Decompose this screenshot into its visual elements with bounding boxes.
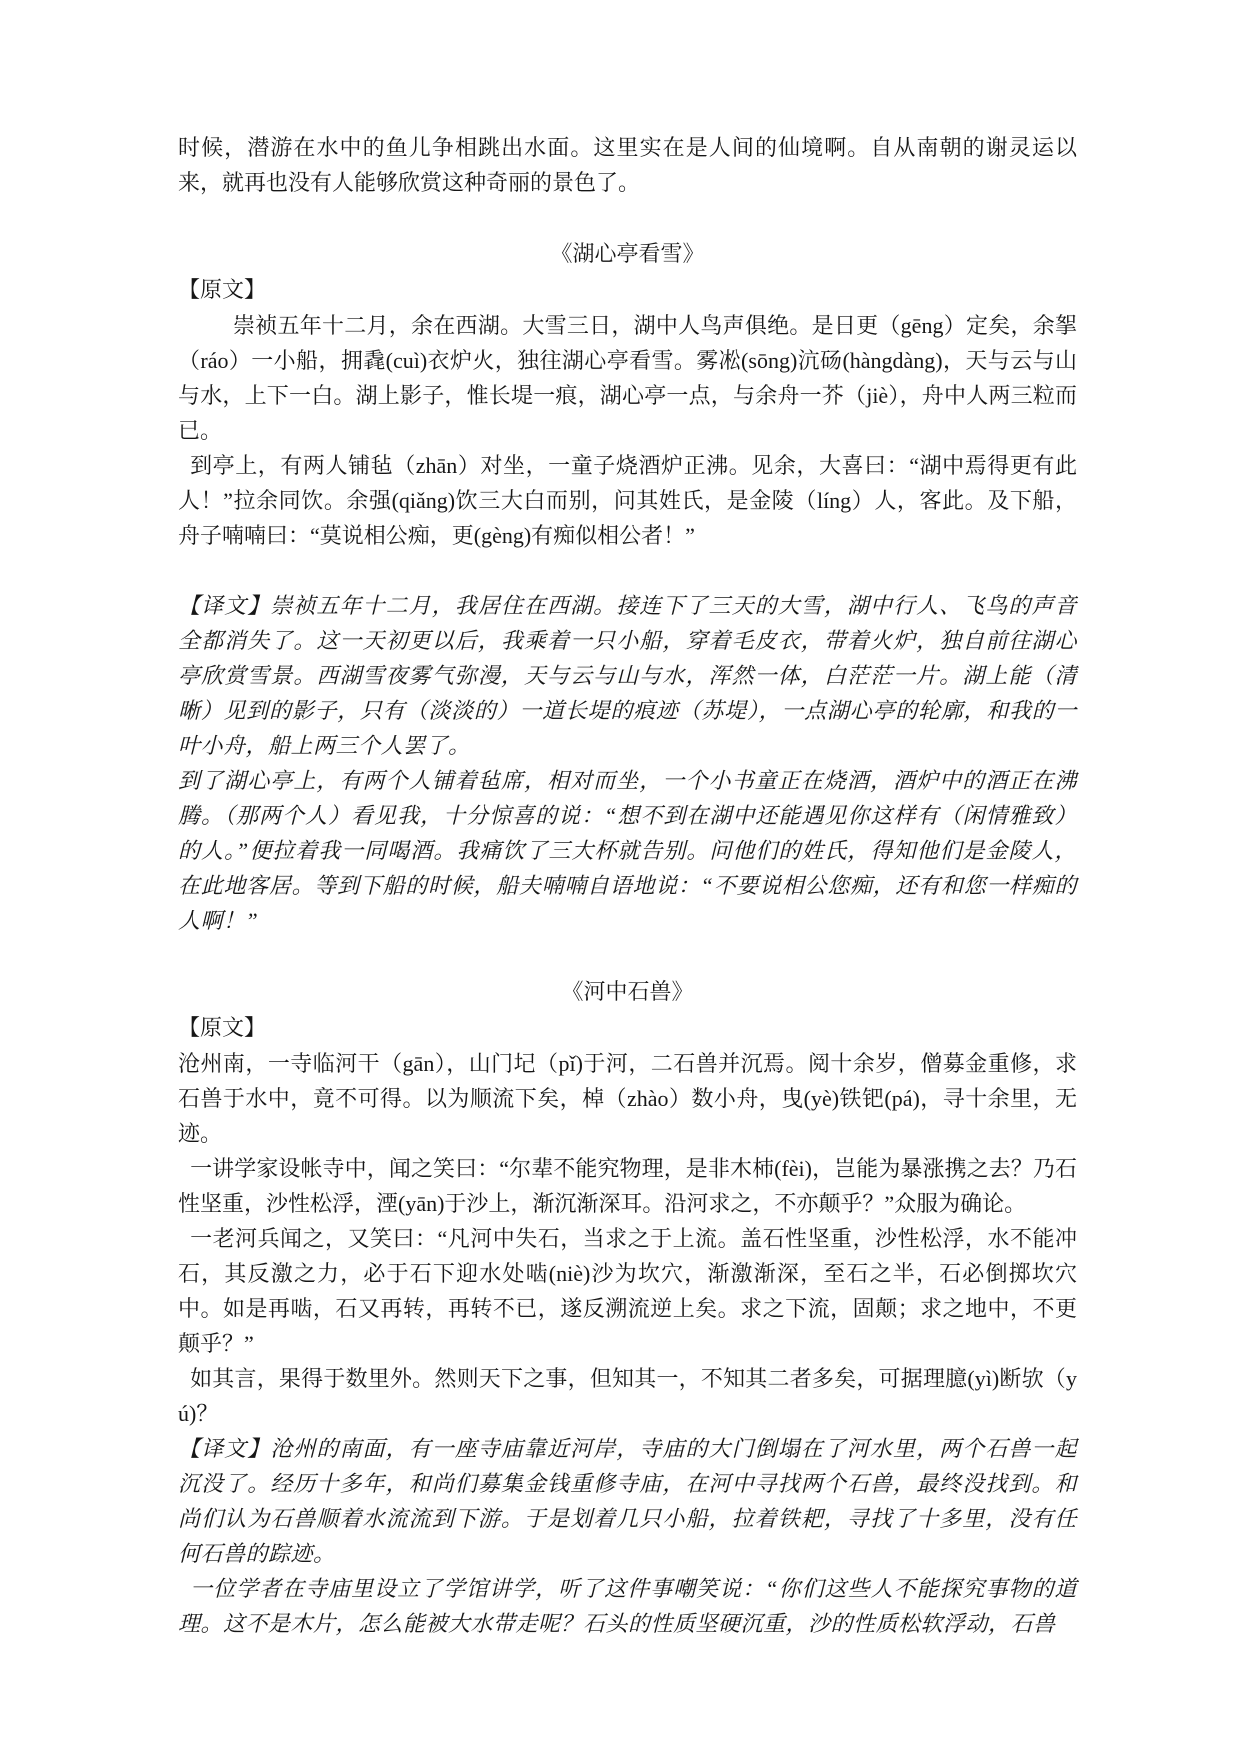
- section2-translation-text-1: 沧州的南面，有一座寺庙靠近河岸，寺庙的大门倒塌在了河水里，两个石兽一起沉没了。经历十多年，和尚们募集金钱重修寺庙，在河中寻找两个石兽，最终没找到。和尚们认为石兽顺着水流流到下游。于是划着几只小船，拉着铁耙，寻找了十多里，没有任何石兽的踪迹。: [178, 1436, 1077, 1566]
- section2-translation-label: 【译文】: [178, 1436, 271, 1461]
- section1-title: 《湖心亭看雪》: [550, 241, 705, 266]
- section2-translation-paragraph-2: 一位学者在寺庙里设立了学馆讲学，听了这件事嘲笑说：“你们这些人不能探究事物的道理。这不是木片，怎么能被大水带走呢？石头的性质坚硬沉重，沙的性质松软浮动，石兽: [178, 1576, 1077, 1636]
- section2-original-paragraph-1: 沧州南，一寺临河干（gān），山门圮（pǐ)于河，二石兽并沉焉。阅十余岁，僧募金重修，求石兽于水中，竟不可得。以为顺流下矣，棹（zhào）数小舟，曳(yè)铁钯(pá)，寻十余里，无迹。: [178, 1051, 1077, 1146]
- section1-translation-paragraph-1: [178, 588, 1077, 763]
- section2-title: 《河中石兽》: [561, 979, 694, 1004]
- section2-original-paragraph-3: 一老河兵闻之，又笑曰：“凡河中失石，当求之于上流。盖石性坚重，沙性松浮，水不能冲石，其反激之力，必于石下迎水处啮(niè)沙为坎穴，渐激渐深，至石之半，石必倒掷坎穴中。如是再啮，石又再转，再转不已，遂反溯流逆上矣。求之下流，固颠；求之地中，不更颠乎？”: [178, 1226, 1077, 1356]
- section1-original-paragraph-1: 崇祯五年十二月，余在西湖。大雪三日，湖中人鸟声俱绝。是日更（gēng）定矣，余挐（ráo）一小船，拥毳(cuì)衣炉火，独往湖心亭看雪。雾凇(sōng)沆砀(hàngdàng)，天与云与山与水，上下一白。湖上影子，惟长堤一痕，湖心亭一点，与余舟一芥（jiè），舟中人两三粒而已。: [178, 313, 1077, 443]
- section2-original-label: 【原文】: [178, 1015, 267, 1040]
- section1-translation-text-1: 崇祯五年十二月，我居住在西湖。接连下了三天的大雪，湖中行人、飞鸟的声音全都消失了。这一天初更以后，我乘着一只小船，穿着毛皮衣，带着火炉，独自前往湖心亭欣赏雪景。西湖雪夜雾气弥漫，天与云与山与水，浑然一体，白茫茫一片。湖上能（清晰）见到的影子，只有（淡淡的）一道长堤的痕迹（苏堤），一点湖心亭的轮廓，和我的一叶小舟，船上两三个人罢了。: [178, 593, 1077, 758]
- section1-translation-paragraph-2: 到了湖心亭上，有两个人铺着毡席，相对而坐，一个小书童正在烧酒，酒炉中的酒正在沸腾。（那两个人）看见我，十分惊喜的说：“想不到在湖中还能遇见你这样有（闲情雅致）的人。”便拉着我一同喝酒。我痛饮了三大杯就告别。问他们的姓氏，得知他们是金陵人，在此地客居。等到下船的时候，船夫喃喃自语地说：“不要说相公您痴，还有和您一样痴的人啊！”: [178, 768, 1077, 933]
- section1-original-label: 【原文】: [178, 277, 267, 302]
- section1-original-paragraph-2: 到亭上，有两人铺毡（zhān）对坐，一童子烧酒炉正沸。见余，大喜曰：“湖中焉得更有此人！”拉余同饮。余强(qiǎng)饮三大白而别，问其姓氏，是金陵（líng）人，客此。及下船，舟子喃喃曰：“莫说相公痴，更(gèng)有痴似相公者！”: [178, 453, 1077, 548]
- section2-translation-paragraph-1: [178, 1431, 1077, 1571]
- section1-translation-label: 【译文】: [178, 593, 271, 618]
- section2-original-paragraph-2: 一讲学家设帐寺中，闻之笑曰：“尔辈不能究物理，是非木杮(fèi)，岂能为暴涨携之去？乃石性坚重，沙性松浮，湮(yān)于沙上，渐沉渐深耳。沿河求之，不亦颠乎？”众服为确论。: [178, 1156, 1077, 1216]
- lead-paragraph: 时候，潜游在水中的鱼儿争相跳出水面。这里实在是人间的仙境啊。自从南朝的谢灵运以来，就再也没有人能够欣赏这种奇丽的景色了。: [178, 135, 1077, 195]
- section2-original-paragraph-4: 如其言，果得于数里外。然则天下之事，但知其一，不知其二者多矣，可据理臆(yì)断欤（yú)？: [178, 1366, 1077, 1426]
